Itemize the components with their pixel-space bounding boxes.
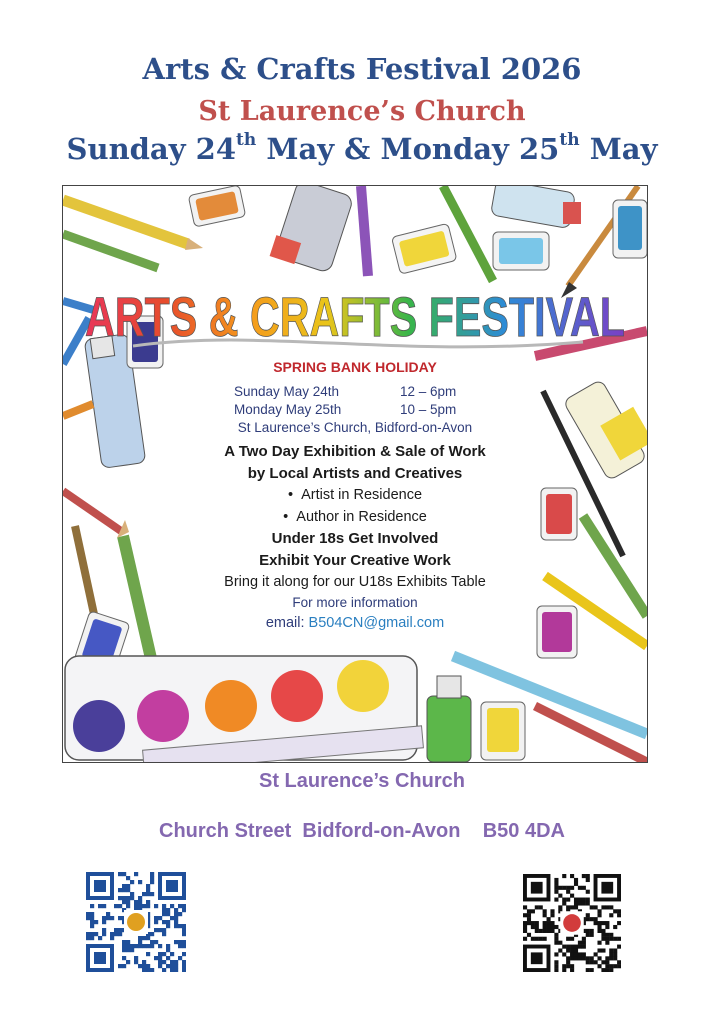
venue-subtitle: St Laurence’s Church bbox=[198, 96, 526, 127]
under18-heading: Under 18s Get Involved bbox=[271, 530, 439, 547]
email-label: email: bbox=[265, 615, 309, 631]
footer-address: Church Street Bidford-on-Avon B50 4DA bbox=[159, 820, 565, 842]
festival-poster bbox=[62, 185, 648, 763]
paint-tube-icon bbox=[427, 676, 471, 762]
pencil-icon bbox=[361, 186, 368, 276]
bring-line: Bring it along for our U18s Exhibits Table bbox=[224, 574, 486, 590]
paint-tube-icon bbox=[270, 186, 354, 273]
bullet-text: Author in Residence bbox=[296, 509, 427, 525]
day2-time: 10 – 5pm bbox=[400, 402, 457, 417]
paint-tube-icon bbox=[490, 186, 581, 229]
ordinal-suffix: th bbox=[559, 130, 580, 150]
paint-pan-icon bbox=[391, 223, 456, 274]
under18-subheading: Exhibit Your Creative Work bbox=[259, 552, 451, 569]
dates-part: May & Monday 25 bbox=[256, 132, 560, 166]
bullet-icon: • bbox=[283, 509, 297, 525]
qr-code-left[interactable] bbox=[86, 872, 186, 972]
more-info-line: For more information bbox=[292, 595, 418, 610]
dates-part: May bbox=[579, 132, 658, 166]
location-line: St Laurence’s Church, Bidford-on-Avon bbox=[237, 420, 473, 435]
qr-code-right[interactable] bbox=[523, 874, 621, 972]
paint-pan-icon bbox=[481, 702, 525, 760]
festival-banner: ARTS & CRAFTS FESTIVAL bbox=[85, 285, 625, 348]
holiday-heading: SPRING BANK HOLIDAY bbox=[273, 359, 437, 375]
paint-pan-icon bbox=[493, 232, 549, 270]
email-line bbox=[63, 615, 647, 631]
footer-church: St Laurence’s Church bbox=[259, 770, 465, 792]
email-link[interactable]: B504CN@gmail.com bbox=[308, 615, 445, 631]
bullet-text: Artist in Residence bbox=[301, 487, 423, 503]
exhibition-headline: A Two Day Exhibition & Sale of Work bbox=[224, 443, 486, 460]
paint-pan-icon bbox=[613, 200, 647, 258]
bullet-icon: • bbox=[287, 487, 302, 503]
day1-time: 12 – 6pm bbox=[400, 384, 457, 399]
dates-part: Sunday 24 bbox=[66, 132, 237, 166]
day2-date: Monday May 25th bbox=[234, 402, 342, 417]
page-title: Arts & Crafts Festival 2026 bbox=[142, 52, 582, 86]
watercolor-palette-icon bbox=[65, 656, 423, 762]
festival-dates bbox=[0, 132, 724, 166]
pencil-icon bbox=[63, 234, 158, 268]
bullet-artist bbox=[63, 487, 647, 503]
ordinal-suffix: th bbox=[236, 130, 257, 150]
exhibition-subheadline: by Local Artists and Creatives bbox=[247, 465, 463, 482]
paint-pan-icon bbox=[537, 606, 577, 658]
pencil-icon bbox=[63, 404, 93, 416]
bullet-author bbox=[63, 509, 647, 525]
day1-date: Sunday May 24th bbox=[234, 384, 340, 399]
paint-pan-icon bbox=[188, 186, 246, 227]
